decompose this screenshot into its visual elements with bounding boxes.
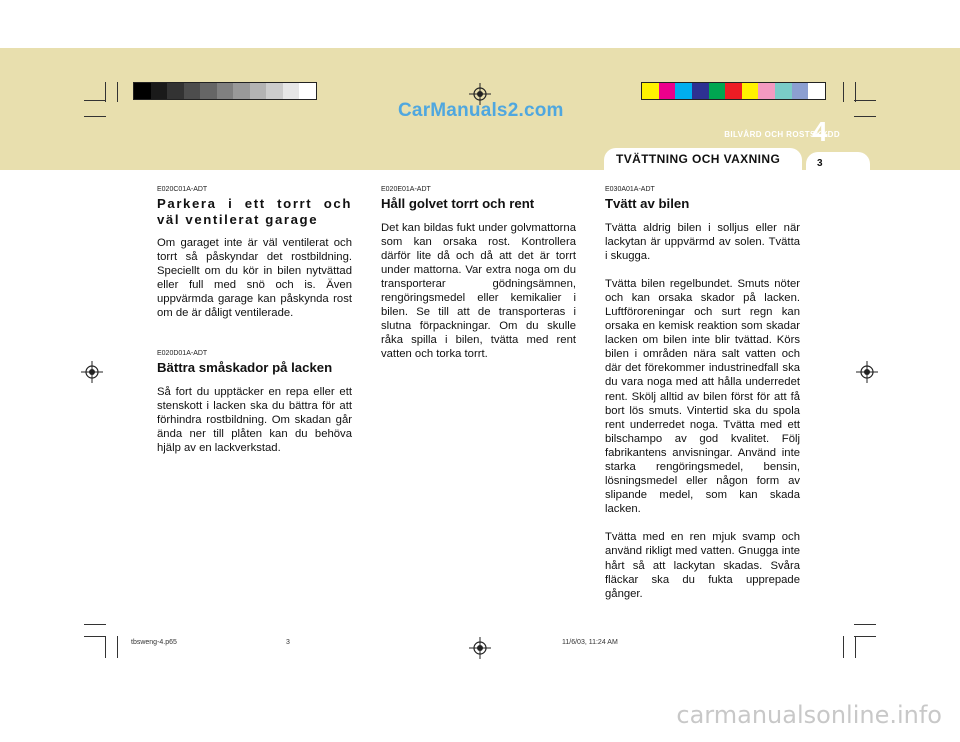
- watermark-link[interactable]: CarManuals2.com: [398, 100, 564, 121]
- color-swatch: [758, 83, 775, 99]
- crop-mark: [117, 636, 118, 658]
- column-left-lower: [157, 350, 352, 469]
- crop-mark: [84, 636, 106, 637]
- color-swatch: [675, 83, 692, 99]
- color-swatch: [233, 83, 250, 99]
- body-text: Tvätta med en ren mjuk svamp och använd rikligt med vatten. Gnugga inte hårt så att lackytan skadas. Svåra fläckar ska du fukta upprepade gånger.: [605, 531, 800, 600]
- column-middle: [381, 186, 576, 375]
- body-text: Tvätta aldrig bilen i solljus eller när lackytan är uppvärmd av solen. Tvätta i skugga.: [605, 221, 800, 262]
- column-right: [605, 186, 800, 615]
- color-swatch: [134, 83, 151, 99]
- section-tab-label: TVÄTTNING OCH VAXNING: [616, 152, 781, 166]
- section-heading: Bättra småskador på lacken: [157, 360, 333, 375]
- section-code: E020D01A-ADT: [157, 350, 208, 357]
- footer-date: 11/6/03, 11:24 AM: [562, 639, 618, 646]
- page-number-tab: [806, 152, 870, 174]
- color-swatch: [167, 83, 184, 99]
- crop-mark: [855, 82, 856, 102]
- section-code: E020E01A-ADT: [381, 186, 431, 193]
- section-header: BILVÅRD OCH ROSTSKYDD: [724, 130, 840, 139]
- page-number: 3: [817, 158, 823, 169]
- body-text: Så fort du upptäcker en repa eller ett stenskott i lacken ska du bättra för att förhindra rostbildning. Om skadan går ända ner till plåten kan du behöva hjälp av en lackverkstad.: [157, 385, 352, 454]
- color-swatch: [266, 83, 283, 99]
- chapter-number: 4: [812, 116, 828, 147]
- body-text: Det kan bildas fukt under golvmattorna som kan orsaka rost. Kontrollera därför lite då och då att det är torrt under mattorna. Var extra noga om du transporterar gödningsämnen, rengöringsmedel eller kemikalier i bilen. Se till att de transporteras i slutna förpackningar. Om du skulle råka spilla i bilen, tvätta med rent vatten och torka torrt.: [381, 221, 576, 361]
- color-swatch: [692, 83, 709, 99]
- crop-mark: [84, 100, 106, 101]
- color-swatch: [151, 83, 168, 99]
- registration-mark-icon: [469, 637, 491, 659]
- color-swatch: [184, 83, 201, 99]
- column-left: [157, 186, 352, 335]
- color-swatch: [725, 83, 742, 99]
- crop-mark: [854, 100, 876, 101]
- body-text: Tvätta bilen regelbundet. Smuts nöter och kan orsaka skador på lacken. Luftföroreningar och surt regn kan orsaka en kemisk reaktion som skadar lacken om bilen inte blir tvättad. Körs bilen i områden nära salt vatten och där det förekommer industrinedfall ska du vara noga med att hålla underredet rent. Skölj alltid av bilen först för att få bort lös smuts. Vintertid ska du spola rent underredet noga. Tvätta med ett bilschampo av god kvalitet. Följ fabrikantens anvisningar. Använd inte starka rengöringsmedel, bensin, lösningsmedel eller någon form av slipande medel, som kan skada lacken.: [605, 277, 800, 516]
- color-swatch: [200, 83, 217, 99]
- crop-mark: [105, 636, 106, 658]
- grayscale-calibration-bar: [133, 82, 317, 100]
- section-code: E020C01A-ADT: [157, 186, 208, 193]
- crop-mark: [843, 82, 844, 102]
- color-swatch: [709, 83, 726, 99]
- color-swatch: [283, 83, 300, 99]
- footer-filename: tbsweng-4.p65: [131, 639, 177, 646]
- color-swatch: [250, 83, 267, 99]
- registration-mark-icon: [856, 361, 878, 383]
- body-text: Om garaget inte är väl ventilerat och torrt så påskyndar det rostbildning. Speciellt om du kör in bilen nytvättad eller full med snö och is. Även uppvärmda garage kan påskynda rost om de är dåligt ventilerade.: [157, 237, 352, 320]
- color-swatch: [299, 83, 316, 99]
- section-heading: Parkera i ett torrt och väl ventilerat garage: [157, 196, 352, 227]
- crop-mark: [854, 624, 876, 625]
- crop-mark: [855, 636, 856, 658]
- color-swatch: [742, 83, 759, 99]
- color-swatch: [792, 83, 809, 99]
- crop-mark: [84, 624, 106, 625]
- section-heading: Håll golvet torrt och rent: [381, 196, 535, 211]
- color-swatch: [808, 83, 825, 99]
- crop-mark: [854, 116, 876, 117]
- crop-mark: [854, 636, 876, 637]
- footer-page: 3: [286, 639, 290, 646]
- color-swatch: [775, 83, 792, 99]
- crop-mark: [84, 116, 106, 117]
- crop-mark: [105, 82, 106, 102]
- section-code: E030A01A-ADT: [605, 186, 655, 193]
- registration-mark-icon: [81, 361, 103, 383]
- crop-mark: [843, 636, 844, 658]
- crop-mark: [117, 82, 118, 102]
- bottom-watermark-link[interactable]: carmanualsonline.info: [676, 701, 942, 729]
- color-swatch: [217, 83, 234, 99]
- section-heading: Tvätt av bilen: [605, 196, 690, 211]
- color-calibration-bar: [641, 82, 826, 100]
- color-swatch: [642, 83, 659, 99]
- color-swatch: [659, 83, 676, 99]
